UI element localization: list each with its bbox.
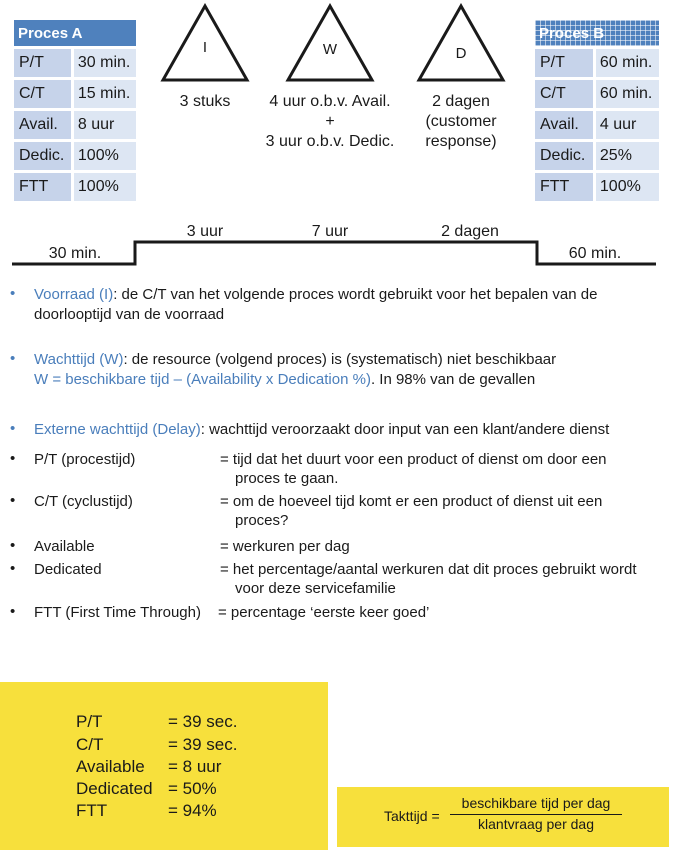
- stats-value: = 94%: [168, 801, 217, 820]
- timeline-high-3: 2 dagen: [441, 223, 499, 240]
- def-text: proces te gaan.: [235, 470, 339, 487]
- bullet: •: [10, 537, 16, 554]
- proces-b-key: P/T: [535, 46, 596, 77]
- inventory-caption-line: 3 stuks: [179, 93, 231, 110]
- def-text: = werkuren per dag: [220, 538, 350, 555]
- wacht-line-2: [34, 370, 535, 390]
- bullet: •: [10, 492, 16, 509]
- extern-text: : wachttijd veroorzaakt door input van een klant/andere dienst: [200, 421, 610, 438]
- proces-a-value: 100%: [74, 170, 136, 201]
- proces-a-value: 8 uur: [74, 108, 136, 139]
- proces-a-key: FTT: [14, 170, 74, 201]
- proces-b-key: FTT: [535, 170, 596, 201]
- bullet: •: [10, 603, 16, 620]
- def-term: P/T (procestijd): [34, 451, 136, 468]
- voorraad-line-1: [34, 285, 597, 305]
- stats-value: = 50%: [168, 779, 217, 798]
- extern-term: Externe wachttijd (Delay): [34, 421, 201, 438]
- stats-key: Available: [76, 757, 145, 776]
- proces-b-value: 60 min.: [596, 77, 659, 108]
- proces-b-key: Dedic.: [535, 139, 596, 170]
- proces-a-value: 15 min.: [74, 77, 136, 108]
- takt-numerator: beschikbare tijd per dag: [461, 795, 611, 811]
- timeline-high-1: 3 uur: [186, 223, 224, 240]
- timeline-low-right: 60 min.: [568, 245, 622, 262]
- stats-key: P/T: [76, 712, 103, 731]
- def-term: C/T (cyclustijd): [34, 493, 133, 510]
- def-text: = tijd dat het duurt voor een product of dienst om door een: [220, 451, 607, 468]
- proces-a-key: Dedic.: [14, 139, 74, 170]
- def-text: = om de hoeveel tijd komt er een product of dienst uit een: [220, 493, 603, 510]
- proces-b-table: [535, 20, 659, 201]
- wacht-formula: W = beschikbare tijd – (Availability x Dedication %): [34, 371, 371, 388]
- proces-b-title: Proces B: [535, 20, 659, 46]
- delay-caption-line: 2 dagen: [432, 93, 490, 110]
- bullet: •: [10, 350, 16, 367]
- proces-a-value: 100%: [74, 139, 136, 170]
- process-stats-box: [0, 682, 328, 850]
- stats-key: Dedicated: [76, 779, 153, 798]
- def-term: Dedicated: [34, 561, 102, 578]
- takt-label: Takttijd =: [384, 808, 440, 824]
- timeline-high-2: 7 uur: [311, 223, 349, 240]
- def-text: = het percentage/aantal werkuren dat dit proces gebruikt wordt: [220, 561, 637, 578]
- proces-b-value: 25%: [596, 139, 659, 170]
- proces-a-table: [14, 20, 136, 201]
- def-text: proces?: [235, 512, 289, 529]
- stats-value: = 8 uur: [168, 757, 222, 776]
- voorraad-text: : de C/T van het volgende proces wordt gebruikt voor het bepalen van de: [113, 286, 598, 303]
- takt-denominator: klantvraag per dag: [478, 816, 594, 832]
- proces-b-value: 4 uur: [596, 108, 659, 139]
- bullet: •: [10, 450, 16, 467]
- inventory-caption: [160, 92, 250, 112]
- proces-a-title: Proces A: [14, 20, 136, 46]
- stats-key: FTT: [76, 801, 108, 820]
- takt-fraction-bar: [450, 814, 622, 815]
- wacht-line-1: [34, 350, 556, 370]
- voorraad-term: Voorraad (I): [34, 286, 114, 303]
- wait-caption-line: 3 uur o.b.v. Dedic.: [265, 133, 395, 150]
- proces-b-value: 60 min.: [596, 46, 659, 77]
- def-term: Available: [34, 538, 95, 555]
- proces-a-key: P/T: [14, 46, 74, 77]
- inventory-letter: I: [202, 39, 208, 56]
- wait-caption: [250, 92, 410, 152]
- bullet: •: [10, 420, 16, 437]
- delay-caption: [406, 92, 516, 152]
- proces-a-key: C/T: [14, 77, 74, 108]
- stats-key: C/T: [76, 735, 104, 754]
- proces-b-value: 100%: [596, 170, 659, 201]
- delay-letter: D: [455, 45, 467, 62]
- bullet: •: [10, 560, 16, 577]
- delay-caption-line: response): [425, 133, 497, 150]
- bullet: •: [10, 285, 16, 302]
- proces-a-key: Avail.: [14, 108, 74, 139]
- def-text: = percentage ‘eerste keer goed’: [218, 604, 430, 621]
- wacht-text-2: . In 98% van de gevallen: [370, 371, 536, 388]
- wait-letter: W: [322, 41, 338, 58]
- wacht-text: : de resource (volgend proces) is (systematisch) niet beschikbaar: [123, 351, 557, 368]
- stats-value: = 39 sec.: [168, 712, 238, 731]
- wacht-term: Wachttijd (W): [34, 351, 124, 368]
- proces-b-key: Avail.: [535, 108, 596, 139]
- def-term: FTT (First Time Through): [34, 604, 201, 621]
- timeline-low-left: 30 min.: [48, 245, 102, 262]
- extern-line: [34, 420, 609, 440]
- stats-value: = 39 sec.: [168, 735, 238, 754]
- def-text: voor deze servicefamilie: [235, 580, 396, 597]
- delay-triangle-icon: [416, 3, 506, 83]
- wait-caption-line: +: [325, 113, 335, 130]
- proces-b-key: C/T: [535, 77, 596, 108]
- wait-caption-line: 4 uur o.b.v. Avail.: [269, 93, 391, 110]
- proces-a-value: 30 min.: [74, 46, 136, 77]
- delay-caption-line: (customer: [425, 113, 497, 130]
- voorraad-line-2: doorlooptijd van de voorraad: [34, 306, 225, 323]
